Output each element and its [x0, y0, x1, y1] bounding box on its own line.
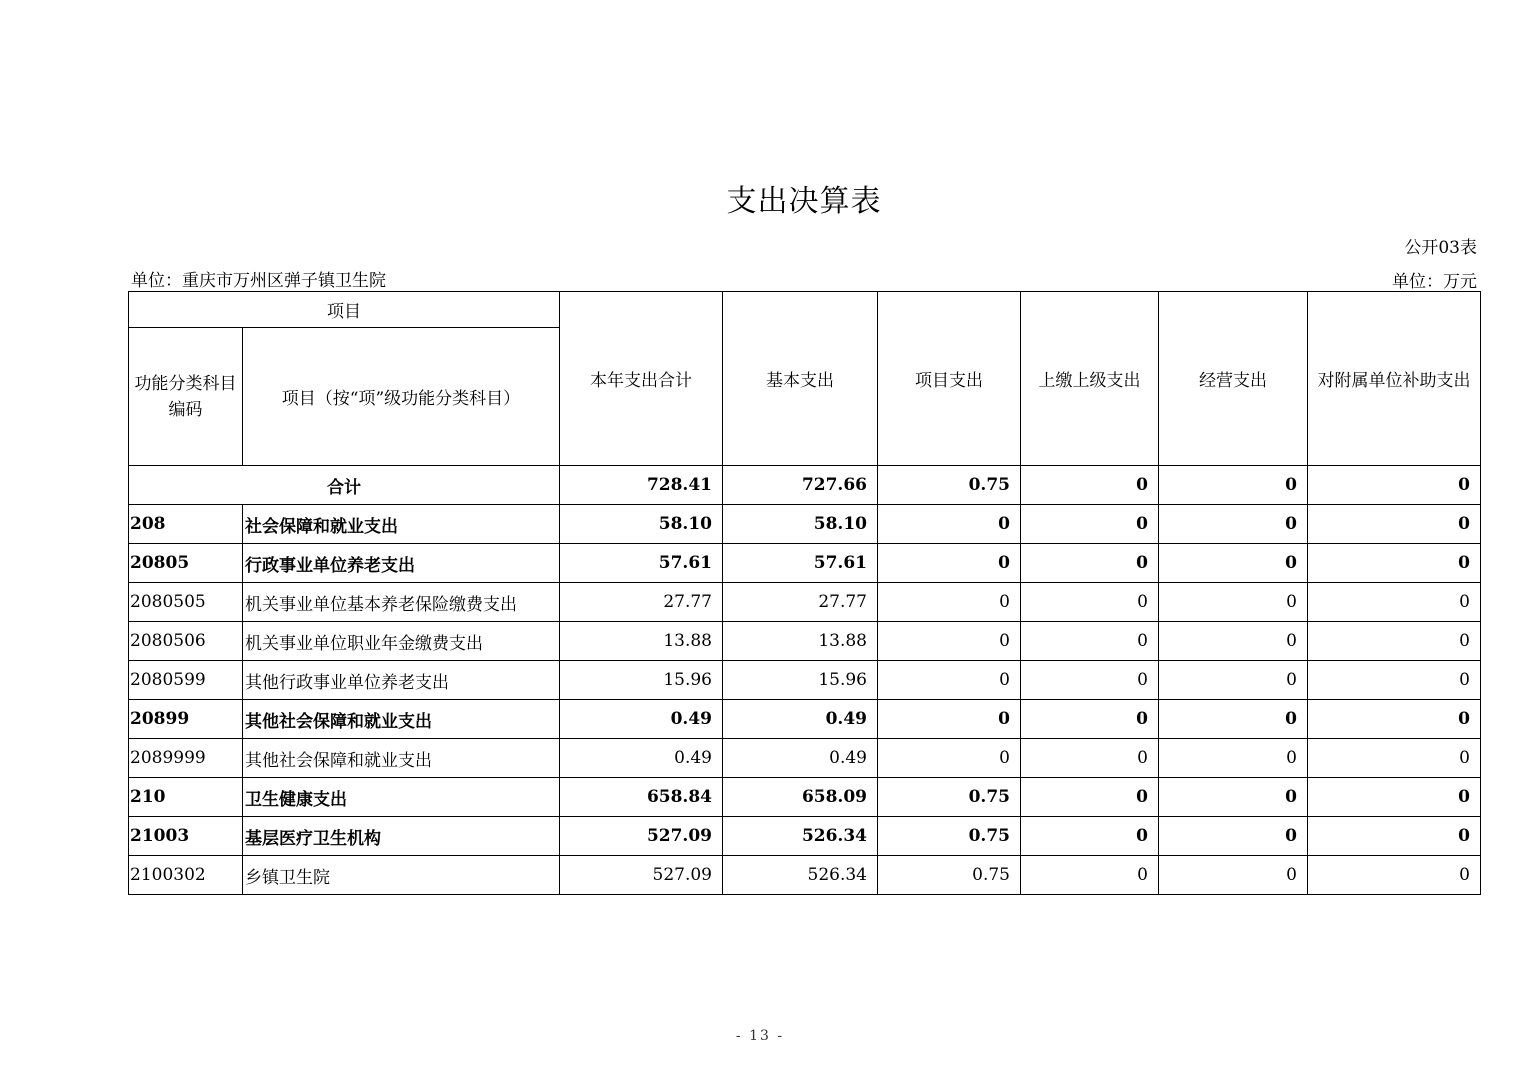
subsidy-cell: 0: [1308, 700, 1481, 739]
operating-cell: 0: [1159, 856, 1308, 895]
project-cell: 0: [878, 505, 1021, 544]
subsidy-cell: 0: [1308, 505, 1481, 544]
project-cell: 0.75: [878, 466, 1021, 505]
basic-cell: 15.96: [723, 661, 878, 700]
upper-cell: 0: [1021, 505, 1159, 544]
operating-cell: 0: [1159, 778, 1308, 817]
basic-cell: 0.49: [723, 739, 878, 778]
name-cell: 基层医疗卫生机构: [243, 817, 560, 856]
subsidy-cell: 0: [1308, 739, 1481, 778]
name-cell: 卫生健康支出: [243, 778, 560, 817]
basic-cell: 0.49: [723, 700, 878, 739]
header-total: 本年支出合计: [560, 292, 723, 466]
operating-cell: 0: [1159, 544, 1308, 583]
upper-cell: 0: [1021, 583, 1159, 622]
basic-cell: 727.66: [723, 466, 878, 505]
name-cell: 其他社会保障和就业支出: [243, 700, 560, 739]
subsidy-cell: 0: [1308, 622, 1481, 661]
upper-cell: 0: [1021, 622, 1159, 661]
code-cell: 2100302: [129, 856, 243, 895]
project-cell: 0.75: [878, 856, 1021, 895]
upper-cell: 0: [1021, 661, 1159, 700]
operating-cell: 0: [1159, 583, 1308, 622]
table-row: [129, 856, 1481, 895]
code-cell: 2080506: [129, 622, 243, 661]
operating-cell: 0: [1159, 661, 1308, 700]
subsidy-cell: 0: [1308, 466, 1481, 505]
project-cell: 0.75: [878, 817, 1021, 856]
code-cell: 21003: [129, 817, 243, 856]
header-upper: 上缴上级支出: [1021, 292, 1159, 466]
total-cell: 0.49: [560, 739, 723, 778]
total-cell: 527.09: [560, 856, 723, 895]
total-cell: 27.77: [560, 583, 723, 622]
upper-cell: 0: [1021, 739, 1159, 778]
subsidy-cell: 0: [1308, 778, 1481, 817]
code-cell: 20899: [129, 700, 243, 739]
basic-cell: 526.34: [723, 817, 878, 856]
basic-cell: 526.34: [723, 856, 878, 895]
upper-cell: 0: [1021, 817, 1159, 856]
total-cell: 15.96: [560, 661, 723, 700]
operating-cell: 0: [1159, 739, 1308, 778]
table-row: [129, 505, 1481, 544]
header-project-expenditure: 项目支出: [878, 292, 1021, 466]
total-cell: 0.49: [560, 700, 723, 739]
name-cell: 社会保障和就业支出: [243, 505, 560, 544]
page-title: 支出决算表: [726, 184, 882, 219]
total-row: [129, 466, 1481, 505]
expenditure-table: [128, 291, 1481, 895]
code-cell: 20805: [129, 544, 243, 583]
table-row: [129, 739, 1481, 778]
operating-cell: 0: [1159, 817, 1308, 856]
form-number: 公开03表: [1404, 238, 1477, 258]
code-cell: 210: [129, 778, 243, 817]
total-cell: 527.09: [560, 817, 723, 856]
project-cell: 0: [878, 622, 1021, 661]
upper-cell: 0: [1021, 466, 1159, 505]
table-row: [129, 661, 1481, 700]
basic-cell: 13.88: [723, 622, 878, 661]
project-cell: 0: [878, 583, 1021, 622]
total-cell: 658.84: [560, 778, 723, 817]
table-row: [129, 817, 1481, 856]
code-cell: 2080599: [129, 661, 243, 700]
subsidy-cell: 0: [1308, 856, 1481, 895]
upper-cell: 0: [1021, 544, 1159, 583]
table-row: [129, 544, 1481, 583]
table-row: [129, 622, 1481, 661]
subsidy-cell: 0: [1308, 544, 1481, 583]
header-subsidy: 对附属单位补助支出: [1308, 292, 1481, 466]
operating-cell: 0: [1159, 466, 1308, 505]
code-cell: 208: [129, 505, 243, 544]
name-cell: 其他社会保障和就业支出: [243, 739, 560, 778]
table-row: [129, 778, 1481, 817]
total-cell: 57.61: [560, 544, 723, 583]
total-cell: 13.88: [560, 622, 723, 661]
basic-cell: 57.61: [723, 544, 878, 583]
header-basic: 基本支出: [723, 292, 878, 466]
reporting-unit: 单位：重庆市万州区弹子镇卫生院: [131, 271, 386, 291]
total-label: 合计: [129, 466, 560, 505]
project-cell: 0.75: [878, 778, 1021, 817]
table-row: [129, 700, 1481, 739]
project-cell: 0: [878, 739, 1021, 778]
table-row: [129, 583, 1481, 622]
subsidy-cell: 0: [1308, 661, 1481, 700]
basic-cell: 27.77: [723, 583, 878, 622]
project-cell: 0: [878, 700, 1021, 739]
header-name: 项目（按“项”级功能分类科目）: [243, 328, 560, 466]
basic-cell: 58.10: [723, 505, 878, 544]
subsidy-cell: 0: [1308, 583, 1481, 622]
upper-cell: 0: [1021, 778, 1159, 817]
upper-cell: 0: [1021, 700, 1159, 739]
code-cell: 2080505: [129, 583, 243, 622]
name-cell: 乡镇卫生院: [243, 856, 560, 895]
total-cell: 728.41: [560, 466, 723, 505]
header-operating: 经营支出: [1159, 292, 1308, 466]
header-project: 项目: [129, 292, 560, 328]
currency-unit: 单位：万元: [1392, 272, 1477, 292]
project-cell: 0: [878, 661, 1021, 700]
page-number: - 13 -: [735, 1028, 785, 1044]
name-cell: 机关事业单位职业年金缴费支出: [243, 622, 560, 661]
subsidy-cell: 0: [1308, 817, 1481, 856]
upper-cell: 0: [1021, 856, 1159, 895]
operating-cell: 0: [1159, 622, 1308, 661]
name-cell: 行政事业单位养老支出: [243, 544, 560, 583]
header-code: 功能分类科目编码: [129, 328, 243, 466]
name-cell: 其他行政事业单位养老支出: [243, 661, 560, 700]
total-cell: 58.10: [560, 505, 723, 544]
basic-cell: 658.09: [723, 778, 878, 817]
code-cell: 2089999: [129, 739, 243, 778]
operating-cell: 0: [1159, 505, 1308, 544]
name-cell: 机关事业单位基本养老保险缴费支出: [243, 583, 560, 622]
project-cell: 0: [878, 544, 1021, 583]
operating-cell: 0: [1159, 700, 1308, 739]
